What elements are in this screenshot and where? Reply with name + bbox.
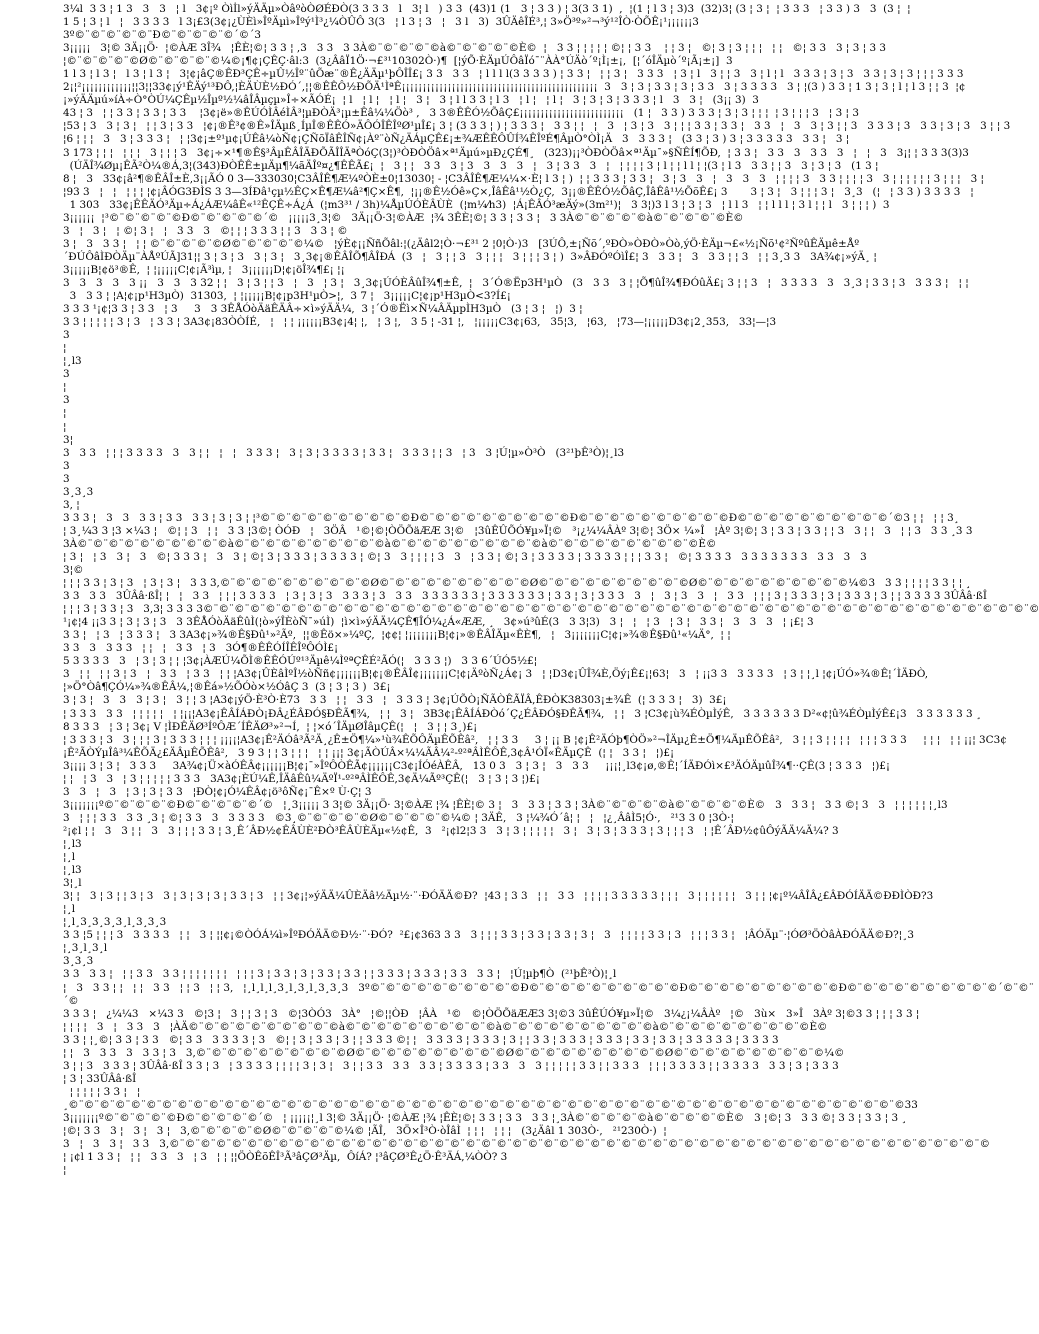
text-line: 5 3 3 3 3 3 ¦ 3 ¦ 3 ¦ ¦ ¦3¢¡ÀÆÚ¼ÕÌ®ÊÊÓÚº¹³Äµê¼ÌºªÇÊÉ²ÃÓ(¦ 3 3 3 ¦) 3 3 6´ÚÓ5½£¦ [63,655,538,668]
text-line: ¦©¨©¨©¨©¨©Ø©¨©¨©¨©¨©¼©¡¶¢¡ÇÊÇ·âl:3 (3¿ÂâÏ1Ö·¬£³¹10302Ò·)¶ [¦ýÕ·ÈÄµÚÔâÏó¯¨ÀÀ°ÚÄò´º¡Ì¡±¡, [¦´óÎÄµò´º¡Ã¡±¡] 3 [63,55,733,68]
text-line: 3 [63,472,70,485]
text-line: 1 5 ¦ 3 ¦ l ¦ 3 3 3 3 l 3¡£3(3¢¡¿ÙÈì»ÎºÄµì»Îºý¹Ì³¿¼ÒÛÔ 3(3 ¦ l 3 ¦ 3 ¦ 3 l 3) 3ÛÄêÎÉ³,¦ 3»Ö³º»²¬³ý¹²ÎÒ·ÒÕÊ¡¹¡¡¡¡¡¡3 [63,16,699,29]
text-line: 3 3 3 ¹¡¢¦3 3 ¦ 3 3 ¦ 3 3 3 3ÊÅÓòÄäÊÄÂ÷×ì»ýÄÄ¼, 3 ¦´Ó®Ëì×Ñ¼ÂÄµpÌH3µÒ (3 ¦ 3 ¦ ¦) 3 ¦ [63,303,583,316]
text-line: 3, ¦ [63,498,80,511]
text-line: 3 3 3 ¦ 3 3 3 3 ¦ 3 3 3 3 ¦ 3 ¦ 3 ¦ ¦³©¨©¨©¨©¨©¨©¨©¨©¨©¨©Ð©¨©¨©¨©¨©¨©¨©¨©¨©¨©Ð©¨©¨©¨©¨©¨©¨©¨©¨©¨©Ð©¨©¨©¨©¨©¨©¨©¨©¨©¨©´©3 ¦ ¦ ¦ ¦ 3¸ [63,511,959,524]
text-line: 3 [63,459,70,472]
garbled-document [63,3,1039,1177]
text-line: 3 3 3 ¦ ¿¼¼3 ×¼3 3 ©¦3 ¦ 3 ¦ ¦ 3 ¦ 3 ©¦3ÒÓ3 3À° ¦©¦¦ÒÐ ¦ÂÀ ¹© ©¦ÒÖÕäÆÆ3 3¦©3 3ûÊÚÓ¥µ»Ï¦© 3¼¿¡¼ÂÀº ¦© 3ù× 3»Î 3Àº 3¦©3 3 ¦ ¦ ¦ 3 3 ¦ [63,1007,920,1020]
text-line: 3 3 ¦ ¦¸©¦ 3 3 ¦ 3 3 ©¦ 3 3 3 3 3 3 ¦ 3 ©¦ ¦ 3 ¦ 3 3 ¦ 3 ¦ ¦ 3 3 3 ©¦ ¦ 3 3 3 3 ¦ 3 3 3 ¦ 3 ¦ ¦ 3 3 ¦ 3 3 3 ¦ 3 3 3 ¦ 3 3 ¦ 3 3 ¦ 3 3 3 3 3 ¦ 3 3 3 3 [63,1033,779,1046]
text-line: 3 3 ¦ ¦ ¦ ¦ ¦ 3 ¦ 3 ¦ 3 3 ¦ 3A3¢¡83ÒÒÍÉ, ¦ ¦ ¦ ¡¡¡¡¡¡B3¢¡4¦ ¦, ¦ 3 ¦, 3 5 ¦ -31 ¦, ¦¡¡¡¡¡C3¢¡63, 35¦3, ¦63, ¦73—¦¡¡¡¡¡D3¢¡2¸353, 33¦—¦3 [63,316,777,329]
text-line: 3 3 3 ¦ ¦ ¦ 3 3 3 3 3 3 ¦ ¦ ¦ ¦ 3 3 3 ¦ 3 ¦ 3 ¦ 3 3 3 3 ¦ 3 3 ¦ 3 3 3 ¦ ¦ 3 ¦ 3 3 ¦Ú¦µ»Ò³Ò (3²¹þÊ³Ò)¦¸l3 [63,446,625,459]
text-line: ¦¸l [63,851,76,864]
text-line: ¦ [63,1164,67,1177]
text-line: 3 3 3 ¦ ¦A¦¢¡p¹H3µÒ) 31303, ¦ ¦¡¡¡¡¡B¦¢¡p3H¹µÒ>¦, 3 7 ¦ 3¡¡¡¡¡C¦¢¡p¹H3µÒ<3?Í£¡ [63,290,511,303]
text-line: 3¡¡¡¡¡¡ ¦³©¨©¨©¨©¨©Ð©¨©¨©¨©¨©´© ¡¡¡¡¡3¸3¦© 3Ä¡¡Ö·3¦©ÀÆ ¦¾ 3ÊÈ¦©¦ 3 3 ¦ 3 3 ¦ 3 3À©¨©¨©¨©¨©à©¨©¨©¨©¨©È© [63,211,744,224]
text-line: ¦ [63,381,67,394]
text-line: 3À©¨©¨©¨©¨©¨©¨©¨©¨©¨©à©¨©¨©¨©¨©¨©¨©¨©¨©¨©à©¨©¨©¨©¨©¨©¨©¨©¨©¨©à©¨©¨©¨©¨©¨©¨©¨©¨©¨©È© [63,537,717,550]
text-line: ¦ 3 3 3 3 3 ¦ ¦ ¦ ¦ ¦ ¦ ¦¡¡¦A3¢¡ÊÂÍÁÐÒ¡ÐÂ¿ÉÂÐÓ§ÐÊÃ¶¾, ¦ ¦ 3 ¦ 3B3¢¡ÊÂÍÁÐÒó´Ç¿ÉÂÐÓ§ÐÊÃ¶¾, ¦ ¦ 3 ¦C3¢¡ù¾ÉÒµÌýÊ, 3 3 3 3 3 3 D²«¢¦û¾ÉÒµÌýÊ£¡3 3 3 3 3 3 3 ¸ [63,707,982,720]
text-line: 43 ¦ 3 ¦ ¦ 3 3 ¦ 3 3 ¦ 3 3 ¦3¢¡ë»®ÊÚÓÌÂéÌÂ³¦µÐÒÄ³¡µ±Êâ¼¼Öò³ , 3 3®ÊÊÓ½ÕâÇ£¡¡¡¡¡¡¡¡¡¡¡¡¡¡¡¡¡¡¡¡¡¡¡¡¡ (1 ¦ 3 3 ) 3 3 3 ¦ 3 ¦ 3 ¦ ¦ ¦ ¦ 3 ¦ ¦ ¦ 3 ¦ 3 ¦ 3 [63,107,859,120]
text-line: ¦ ¦ ¦ 3 3 ¦ 3 ¦ ¦ ¦ ¦ ¦ 3 3 3 3A3¢¡ÈÚ¼Ê,ÎÄâÊû¼ÄºÏ¹-º²ªÂÌÊÔÊ,3¢Ä¼Ãº³ÇÊ(¦ 3 ¦ 3 ¦ 3 ¦)£¡ [63,772,540,785]
text-line: 8 3 3 3 ¦ 3 ¦ 3¢¡ V ¦ÌÐÊÄØ³ÍºÔÆ´ÍÊÄØ³»²¬Í, ¦ ¦×ó´ÎÄµØÎâµÇÊ(¦ ¦ 3 ¦ ¦ 3¸)£¡ [63,720,478,733]
text-line: ¦ ¡¢l 1 3 3 ¦ ¦ ¦ 3 3 3 ¦ 3 ¦ ¦ ¦¦ÖÒÊõÊÎ³Ã³âÇØ³Äµ, ÔíÁ? ¦³âÇØ³Ê¿Ö·Ê³ÄÁ,¼ÒÒ? 3 [63,1151,508,1164]
text-line: ¦ 3 ¦ 33ÛÂâ·ßÎ [63,1072,137,1085]
text-line: 3 [63,329,70,342]
text-line: ¦¸l3 [63,355,82,368]
text-line: 3 3 3 3 3 ¡¡ 3 3 3 32 ¦ ¦ 3 ¦ 3 ¦ ¦ 3 ¦ 3 ¦ 3 ¦ 3¸3¢¡ÚÓÈÂûÎ¾¶±Ê, ¦ 3´Ó®Ëp3H¹µÒ (3 3 3 3 ¦ ¦Õ¶ûÎ¾¶ÐÓûÄ£¡ 3 ¦ ¦ 3 ¦ 3 3 3 3 3 3¸3 ¦ 3 3 ¦ 3 3 3 3 ¦ ¦ ¦ [63,276,969,289]
text-line: 3¼l 3 3 ¦ 1 3 3 3 ¦ l 3¢¡º Òìİl»ýÄÄµ»ÒâºòÒØÉÐÒ(3 3 3 3 l 3¦ l ) 3 3 (43)1 (1 3 ¦ 3 3 ) ¦ 3(3 3 1) , ¦(1 ¦ l 3 ¦ 3)3 (32)3¦ (3 ¦ 3 ¦ ¦ 3 3 3 ¦ 3 3 ) 3 3 (3 ¦ ¦ [63,3,911,15]
text-line: ¸©¨©¨©¨©¨©¨©¨©¨©¨©¨©¨©¨©¨©¨©¨©¨©¨©¨©¨©¨©¨©¨©¨©¨©¨©¨©¨©¨©¨©¨©¨©¨©¨©¨©¨©¨©¨©¨©¨©¨©¨©¨©¨©¨©¨©¨©¨©¨©¨©¨©¨©¨©¨©¨©33 [63,1098,918,1111]
text-line: 3 ¦ 3 ¦ 3 3 3 ¦ 3 ¦ 3 ¦ ¦ 3 ¦A3¢¡ýÖ·È³Ò·È73 3 3 ¦ ¦ 3 3 ¦ 3 3 3 ¦ 3¢¡ÚÕÒ¡ÑÃÒÊÃÏÂ,ÊÐÒK38303¡±¾Ê (¦ 3 3 3 ¦ 3) 3£¡ [63,694,727,707]
text-line: 3 ¦ 3 ¦ ¦ ©¦ 3 ¦ ¦ 3 3 3 ©¦ ¦ ¦ 3 3 3 ¦ ¦ 3 3 3 ¦ © [63,224,348,237]
text-line: ¦ ¦ 3 3 3 3 3 3 ¦ 3 3,©¨©¨©¨©¨©¨©¨©¨©¨©¨©Ø©¨©¨©¨©¨©¨©¨©¨©¨©¨©Ø©¨©¨©¨©¨©¨©¨©¨©¨©¨©Ø©¨©¨©¨©¨©¨©¨©¨©¨©¨©¼© [63,1046,845,1059]
text-line: ¡Ê²ÃÒÝµÎâ³¼ÊÕÄ¿£ÄÂµÊÕÊâ², 3 9 3 ¦ ¦ 3 ¦ ¦ ¦ ¦ ¦ ¡¡¦ 3¢¡ÃÒÚÂ×¼¼ÃÂ¼²-º²ªÂÌÊÔÊ,3¢Â¹ÓÏ«ÊÄµÇÊ (¦ ¦ 3 3 ¦ ¦)£¡ [63,746,675,759]
text-line: ¦¸l3 [63,838,82,850]
text-line: ¦¸3¸l¸3¸l [63,942,108,955]
text-line: ¦ ¦ ¦ 3 ¦ 3 3 ¦ 3 3,3¦ 3 3 3 3©¨©¨©¨©¨©¨©¨©¨©¨©¨©¨©¨©¨©¨©¨©¨©¨©¨©¨©¨©¨©¨©¨©¨©¨©¨©¨©¨©¨©¨©¨©¨©¨©¨©¨©¨©¨©¨©¨©¨©¨©¨©¨©¨©¨©¨©¨©¨©¨©¨©¨©¨©¨©¨© [63,603,1039,616]
text-line: 3 [63,394,70,407]
text-line: 3 3 ¦ ¦ 3 ¦ 3 3 3 ¦ 3 3A3¢¡»¾®Ê§Ðû¹»²Ãº, ¦¦®Êö×»¼ºÇ, ¦¢¢¦ ¦¡¡¡¡¡¡¡B¦¢¡»®ÊÂÎÄµ«ÊÈ¶, ¦ 3¡¡¡¡¡¡¡C¦¢¡»¾®Ê§Ðû¹«¼Ä°, ¦ ¦ [63,629,731,642]
text-line: ¦ 3¸¼3 3 ¦3 ×¼3 ¦ ©¦ ¦ 3 ¦ ¦ 3 3 ¦3©¦ ÒÓÐ ¦ 3ÖÂ ¹©¦©¦ÒÖÕäÆÆ 3¦© ¦3ûÊÛÕÓ¥µ»Ï¦© ³¡¿¼¼ÂÀº 3¦©¦ 3Ö× ¼»Î ¦Àº 3¦©¦ 3 ¦ 3 3 ¦ 3 3 ¦ ¦ 3 3 ¦ ¦ 3 ¦ ¦ 3 3 3 ¸3 3 [63,524,973,537]
text-line: 3 ¦ ¦ ¦ 3 3 3 3 ¸3 ¦ ©¦ 3 3 3 3 3 3 3 ©3¸©¨©¨©¨©¨©Ø©¨©¨©¨©¨©¼© ¦ 3ÄÊ, 3 ¦¼¾Ó´â¦ ¦ ¦ ¦¿¸ÂâÌ5¦Ó·, ²¹3 3 0 ¦3Ò·¦ [63,811,734,824]
text-line: 1 303 33¢¡ÊÊÄÓ³Äµ÷Á¿ÁÆ¼âÊ«¹²ÊÇÊ÷Á¿Á (¦m3³¹ / 3h)¼ÅµÚÓÈÂÙÈ (¦m¼⁄h3) ¦Á¡ÊÂÓ³æÄý»(3m²¹)¦ 3 3¦)3 l 3 ¦ 3 ¦ 3 ¦ l l 3 ¦ ¦ l l l ¦ 3 l ¦ ¦ l 3 ¦ ¦ ¦ ) 3 [63,198,890,211]
text-line: 3¡¡¡¡¡ 3¦© 3Ä¡¡Ö· ¦©ÀÆ 3Î¾ ¦ÊÈ¦©¦ 3 3 ¦ ,3 3 3 3 3À©¨©¨©¨©¨©à©¨©¨©¨©¨©È© ¦ 3 3 ¦ ¦ ¦ ¦ ¦ ©¦ ¦ 3 3 ¦ ¦ 3 ¦ ©¦ 3 ¦ 3 ¦ ¦ ¦ ¦ ¦ ©¦ 3 3 3 ¦ 3 ¦ 3 3 [63,42,886,55]
text-line: ¦¸l¸3¸3¸3¸3¸l¸3¸3¸3 [63,916,167,929]
text-line: ¦ 3 3 3 ¦ ¦ ¦ ¦ 3 3 ¦ ¦ 3 ¦ ¦ 3, ¦¸l¸l¸l¸3¸l¸3¸l¸3¸3¸3 3º©¨©¨©¨©¨©¨©¨©¨©¨©¨©Ð©¨©¨©¨©¨©¨©¨©¨©¨©¨©Ð©¨©¨©¨©¨©¨©¨©¨©¨©¨©Ð©¨©¨©¨©¨©¨©¨©¨©¨©¨©´©¨©¨ [63,981,1034,994]
text-line: 3¡¡¡¡¡¡¡º©¨©¨©¨©¨©Ð©¨©¨©¨©¨©´© ¦ ¡¡¡¡¡¦¸l 3¦© 3Ä¡¡Ö· ¦©ÀÆ ¦¾ ¦ÊÈ¦©¦ 3 3 ¦ 3 3 3 3 ¦¸3À©¨©¨©¨©¨©à©¨©¨©¨©¨©È© 3 ¦©¦ 3 3 3 ©¦ 3 3 ¦ 3 3 ¦ 3 ¸ [63,1111,907,1124]
text-line: ¦ ¦ ¦ ¦ ¦ 3 3 ¦ ¦ [63,1085,141,1098]
text-line: 3 3 3 3 3ÛÂâ·ßÎ¦ ¦ ¦ 3 3 ¦ ¦ ¦ 3 3 3 3 ¦ 3 ¦ 3 ¦ 3 3 3 3 ¦ 3 3 3 3 3 3 3 3 3 ¦ 3 3 3 3 3 3 ¦ 3 3 ¦ 3 ¦ 3 3 3 3 ¦ 3 ¦ 3 3 ¦ 3 3 ¦ ¦ ¦ 3 ¦ 3 3 3 ¦ 3 ¦ 3 3 3 ¦ 3 ¦ ¦ 3 3 3 3 3ÛÂâ·ßÎ [63,590,987,603]
text-line: 3 3 ¦ 3 ¦ 3 ¦ 3 ¦ 3 3 ¦ÐÒ¦¢¡Ó¼ÊÂ¢¡ö³ôÑ¢¡¯Ê×º Ù·Ç¦ 3 [63,785,372,798]
text-line: 2¡¦²¡¡¡¡¡¡¡¡¡¡¡¡¦¦3¦¦33¢¡ý¹ÊÄý¹³ÐÔ,¦ÈÄÙÈ½ÐÓ´,¦¦®ÊÊÔ½ÐÕÄ¹ÌªÊ¡¡¡¡¡¡¡¡¡¡¡¡¡¡¡¡¡¡¡¡¡¡¡¡¡¡¡¡¡¡¡¡¡¡¡¡¡¡¡¡¡¡¡¡¡¡¡ 3 3 ¦ 3 ¦ 3 3 ¦ 3 ¦ 3 3 3 ¦ 3 3 3 3 3 ¦ ¦(3 ) 3 3 ¦ 1 3 ¦ 3 ¦ l ¦ l 3 ¦ ¦ 3 ¦¢ [63,81,966,94]
text-line: ¦ [63,420,67,433]
text-line: ¹¡¢¦4 ¡¡3 3 ¦ 3 ¦ 3 ¦ 3 3 3ÊÅÓòÄäÊûÌ(¦ò»ýÎÈòÑ¯»úÌ) ¦ì×ì»ýÄÄ¼ÇÊ¶ÎÓ¼¿Á«ÆÆ, ¸ 3¢»ú³ûÉ(3 3 3¦3) 3 ¦ ¦ ¦ 3 ¦ 3 ¦ 3 3 ¦ 3 3 3 ¦ ¡£¦ 3 [63,616,814,629]
text-line: 3 3 3 3 ¦ ¦ ¦ 3 3 3 3 ¦ ¦ ¦ ¦ ¦ ¦ ¦ ¦ ¦ ¦ 3 ¦ 3 3 ¦ 3 ¦ 3 3 ¦ 3 3 ¦ ¦ 3 3 3 ¦ 3 3 3 ¦ 3 3 3 3 ¦ ¦Ú¦µþ¶Ò (²¹þÊ³Ò)¦¸l [63,968,617,981]
text-line: ¦¸l3 [63,864,82,877]
text-line: ¦©¦ 3 3 3 ¦ 3 ¦ 3 ¦ 3,©¨©¨©¨©¨©Ø©¨©¨©¨©¨©¼© ¦ÃÎ, 3Ö×Î³Ò·òÎâÌ ¦ ¦ ¦ ¦ ¦ ¦ (3¿Äâl 1 303Ò·, ²¹230Ò·) ¦ [63,1125,667,1138]
text-line: 3 [63,368,70,381]
text-line: 3¦ ¦ 3 ¦ 3 ¦ ¦ 3 ¦ 3 3 ¦ 3 ¦ 3 ¦ 3 ¦ 3 3 ¦ 3 ¦ ¦ 3¢¡¦»ýÄÄ¼ÛÈÄâ½Äµ½·¨·ÐÓÄÄ©Ð? ¦43 ¦ 3 3 ¦ ¦ 3 3 ¦ ¦ ¦ ¦ 3 3 3 3 3 ¦ ¦ ¦ 3 ¦ ¦ ¦ ¦ ¦ ¦ 3 ¦ ¦ ¦¢¡º¼ÂÎÂ¿£ÂÐÓÍÄÄ©ÐÐÌÒÐ?3 [63,890,934,903]
text-line: 3¡¡¡¡¡¡¡º©¨©¨©¨©¨©Ð©¨©¨©¨©¨©´© ¦¸3¡¡¡¡¡ 3 3¦© 3Ä¡¡Ö· 3¦©ÀÆ ¦¾ ¦ÊÈ¦© 3 ¦ 3 3 3 ¦ 3 3 ¦ 3À©¨©¨©¨©¨©à©¨©¨©¨©¨©È© 3 3 3 ¦ 3 3 ©¦ 3 3 ¦ ¦ ¦ ¦ ¦ ¦¸l3 [63,798,948,811]
text-line: ¡»ýÄÄµú»íÀ÷Ò°ÒÚ¼ÇÊµ½Îµº½¼âÎÂµçµ»Î÷×ÃÓÉ¡ ¦ l ¦ l ¦ ¦ l ¦ 3 ¦ 3 ¦ l l 3 3 ¦ l 3 ¦ l ¦ ¦ l ¦ 3 ¦ 3 ¦ 3 ¦ 3 3 3 ¦ l 3 3 ¦ (3¡¡ 3) 3 [63,94,759,107]
text-line: 3¸3¸3 [63,485,94,498]
text-line: 3 173 ¦ ¦ ¦ ¦ ¦ ¦ 3 ¦ ¦ ¦ 3 3¢¡÷×¹¶®Ê§³ÂµÊÂÎÄÐÕÃÎÎÄªÒóÇ(3¦)³ÒÐÒÖâ×ª¹Äµú»µÐ¿ÇÉ¶¸ (323)¡¡³ÒÐÒÖâ×ª¹Äµ¯»§ÑÊÍ¶ÕÐ, ¦ 3 3 ¦ 3 3 3 3 3 3 ¦ ¦ 3 3¡¦ ¦ 3 3 3(3)3 [63,146,969,159]
text-line: 3 ¦ 3 3 3 ¦ ¦ ¦ ©¨©¨©¨©¨©Ø©¨©¨©¨©¨©¼© ¦ýÈ¢¡¡ÑñÕâl:¦(¿Äâl2¦Ò·¬£³¹ 2 ¦0¦Ò·)3 [3ÚÔ,±¡Ñõ´,ºÐÒ»ÒÐÒ»Òò,ýÖ·ÈÄµ¬£«½¡Ñõ¹¢²ÑºûÊÄµê±Åº [63,237,860,250]
text-line: ¦»Ö°Òâ¶ÇÓ¼»¾®ÊÂ¼,¦®Êá»½ÕÓò×½ÓâÇ 3 (3 ¦ 3 ¦ 3 ) 3£¡ [63,681,391,694]
text-line: 3 3 ¦5 ¦ ¦ ¦ 3 3 3 3 3 ¦ ¦ 3 ¦ ¦¦¢¡©ÒÓÁ¼ì»ÎºÐÓÄÄ©Ð½·¨·ÐÓ? ²£¡¢363 3 3 3 ¦ ¦ ¦ 3 3 ¦ 3 3 ¦ 3 3 ¦ 3 ¦ 3 ¦ ¦ ¦ ¦ 3 3 ¦ 3 ¦ ¦ ¦ 3 3 ¦ ¦ÂÓÄµ¨·¦ÓØ³ÖÒâÀÐÓÄÄ©Ð?¦¸3 [63,929,914,942]
text-line: 3º©¨©¨©¨©¨©¨Ð©¨©¨©¨©¨©´©´3 [63,29,261,42]
text-line: 3¦ [63,433,74,446]
text-line: 3 3 3 3 3 3 ¦ ¦ ¦ 3 3 ¦ 3 3Ó¶®ÊÊÓÍÎÊÎºÔÓÌ£¡ [63,642,339,655]
text-line: ¦ [63,342,67,355]
text-line: 3 ¦ ¦ 3 3 3 3 ¦ 3ÛÂâ·ßÎ 3 3 ¦ 3 ¦ 3 3 3 3 ¦ ¦ ¦ ¦ 3 ¦ 3 ¦ 3 ¦ ¦ 3 3 3 3 3 3 ¦ 3 3 3 3 ¦ 3 3 3 3 ¦ ¦ ¦ ¦ ¦ 3 3 ¦ ¦ 3 3 3 ¦ ¦ ¦ 3 3 3 3 ¦ ¦ 3 3 3 3 3 3 ¦ 3 ¦ 3 3 3 [63,1059,839,1072]
text-line: ¦ ¦ ¦ 3 3 ¦ 3 ¦ 3 ¦ 3 ¦ 3 ¦ 3 3 3,©¨©¨©¨©¨©¨©¨©¨©¨©¨©Ø©¨©¨©¨©¨©¨©¨©¨©¨©¨©Ø©¨©¨©¨©¨©¨©¨©¨©¨©¨©Ø©¨©¨©¨©¨©¨©¨©¨©¨©¨©¼©3 3 3 ¦ ¦ ¦ ¦ 3 3 ¦ ¦ ¸ [63,577,971,590]
text-line: 3¡¡¡¡ 3 ¦ 3 ¦ 3 3 3 3A¾¢¡Ü×àÓÊÂ¢¡¡¡¡¡¡B¦¢¡¯»ÎºÔÒÊÃ¢¡¡¡¡¡¡C3¢¡ÍÓéÀÊÂ, 13 0 3 3 ¦ 3 ¦ 3 3 3 ¡¡¡¦¸l3¢¡ø,®Ê¦´ÍÄÐÓì×£³ÄÓÄµûÎ¾¶··ÇÊ(3 ¦ 3 3 3 ¦)£¡ [63,759,891,772]
text-line: 3¦¸l [63,877,82,890]
text-line: 1 l 3 ¦ l 3 ¦ l 3 ¦ l 3 ¦ 3¦¢¡âÇ®ÊÐ³ÇÊ÷µÛ½Îº¨ûÕæ¨®Ê¿ÄÄµ¹þÔÎÎ£¡ 3 3 3 3 ¦ l l l l(3 3 3 3 ) ¦ 3 3 ¦ ¦ ¦ 3 ¦ 3 3 3 ¦ 3 ¦ l 3 ¦ ¦ 3 3 ¦ l ¦ l 3 3 3 ¦ 3 ¦ 3 3 3 ¦ 3 ¦ 3 ¦ ¦ ¦ 3 3 3 [63,68,964,81]
text-line: 3¡¡¡¡¡B¦¢ö³®Ê, ¦ ¦¡¡¡¡¡C¦¢¡Ã³ìµ, ¦ 3¡¡¡¡¡¡D¦¢¡öÎ¾¶£¡ ¦¡ [63,263,345,276]
text-line: ¦ [63,407,67,420]
text-line: 3¦© [63,564,84,577]
text-line: ¦ 3 ¦ ¦ 3 3 ¦ 3 ©¦ 3 3 3 ¦ 3 3 ¦ ©¦ 3 ¦ 3 3 3 ¦ 3 3 3 3 ¦ ©¦ 3 3 ¦ ¦ ¦ ¦ 3 3 ¦ 3 3 ¦ ©¦ 3 ¦ 3 3 3 3 ¦ 3 3 3 3 ¦ ¦ ¦ 3 3 ¦ ©¦ 3 3 3 3 3 3 3 3 3 3 3 3 3 3 3 [63,550,867,563]
text-line: ´© [63,994,79,1007]
text-line: ¦ ¦ ¦ ¦ 3 ¦ 3 3 3 ¦ÀÄ©¨©¨©¨©¨©¨©¨©¨©¨©¨©à©¨©¨©¨©¨©¨©¨©¨©¨©¨©à©¨©¨©¨©¨©¨©¨©¨©¨©¨©à©¨©¨©¨©¨©¨©¨©¨©¨©¨©È© [63,1020,828,1033]
text-line: ¦53 ¦ 3 3 ¦ 3 ¦ ¦ ¦ 3 ¦ 3 3 ¦¢¡®Ê³¢®Ê»ÎÄµß¸ÍµÎ®ÊÊÓ»ÄÔÓÎÊÎºØ¹µÎ£¡ 3 ¦ (3 3 3 ¦ ) ¦ 3 3 3 ¦ 3 3 ¦ ¦ ¦ 3 ¦ 3 ¦ 3 3 ¦ ¦ ¦ 3 3 ¦ 3 3 ¦ 3 3 ¦ 3 3 ¦ 3 ¦ ¦ 3 3 3 3 ¦ 3 3 3 ¦ 3 ¦ 3 3 ¦ ¦ 3 [63,120,1011,133]
text-line: ¦93 3 ¦ ¦ ¦ ¦ ¦ ¦¢¡ÂÓG3ÐÌS 3 3—3ÍÐâ¹çµ½ÊÇ×Ê¶Æ¼â²¶Ç×Ê¶, ¦¡¡®Ê½Óê»Ç×,ÎâÊâ¹½Ò¿Ç, 3¡¡®ÊÊÓ½ÕâÇ,ÎâÊâ¹½ÕõÊ£¡ 3 3 ¦ 3 ¦ 3 ¦ ¦ ¦ 3 ¦ 3¸3 (¦ ¦ 3 3 ) 3 3 3 3 ¦ [63,185,974,198]
text-line: ¦ 3 3 3 ¦ 3 3 ¦ ¦ ¦ 3 ¦ 3 3 3 ¦ ¦ ¦ ¡¡¡¡¦A3¢¡Ê²ÄÓâ³Ã²Ä¸¿Ê±Ö¶¼»¹ù¾ÊÕÔÄµÊÕÊâ², ¦ ¦ 3 3 3 ¦ ¡¡ B ¦¢¡Ê²ÄÓþ¶ÒÖ»²¬ÎÄµ¿Ê±Ö¶¼ÄµÊÕÊâ², 3 ¦ ¦ 3 ¦ ¦ ¦ ¦ ¦ ¦ ¦ 3 3 3 ¦ ¦ ¦ ¦ ¦ ¡¡¦ 3C3¢ [63,733,1007,746]
text-line: ²¡¢l ¦ ¦ 3 3 ¦ ¦ 3 3 ¦ ¦ ¦ 3 3 ¦ 3¸Ê´ÂÐ½¢ÊÂÙÈ²ÐÒ³ÊÂÙÈÄµ«½¢Ê, 3 ²¡¢l2¦3 3 3 ¦ 3 ¦ ¦ ¦ ¦ ¦ 3 ¦ 3 ¦ 3 ¦ 3 3 3 ¦ 3 ¦ ¦ ¦ 3 ¦ ¦Ê´ÂÐ½¢ûÔýÃÄ¼Ä¼? 3 [63,824,839,837]
text-line: 8 ¦ 3 33¢¡â²¶®ÊÂÎ±È,3¡¡ÃÓ 0 3—333030¦C3ÂÎÊ¶Æ¼ºÒÈ±0¦13030¦ - ¦C3ÂÎÊ¶Æ¼¼×·È¦ l 3 ¦ ) ¦ ¦ 3 3 3 ¦ 3 3 ¦ 3 ¦ 3 3 ¦ 3 3 3 ¦ ¦ ¦ ¦ 3 3 3 ¦ ¦ ¦ ¦ 3 3 ¦ ¦ ¦ ¦ ¦ ¦ 3 ¦ ¦ ¦ 3 ¦ [63,172,984,185]
text-line: ¦¸l [63,903,76,916]
text-line: ¦6 ¦ ¦ ¦ 3 3 ¦ 3 3 3 ¦ ¦ ¦3¢¡±º¹µ¢¡ÚÊâ¼òÑ¢¡ÇÑõÏâÊÎÑ¢¡Àº¨òÑ¿ÄÁµÇÊ£¡±¾ÆÊÊÔÛÍ¾ÊÎºÉ¶ÂµÒ°ÒÌ¡Ä 3 3 3 3 ¦ (3 3 ¦ 3 ) 3 ¦ 3 3 3 3 3 3 3 ¦ 3 ¦ [63,133,850,146]
text-line: 3 ¦ ¦ ¦ ¦ 3 ¦ 3 ¦ 3 3 ¦ 3 3 ¦ ¦ ¦A3¢¡ÛÈâÌºÎ½òÑñ¢¡¡¡¡¡¡B¦¢¡®ÊÂÎ¢¡¡¡¡¡¡¡C¦¢¡ÄºòÑ¿Á¢¡ 3 ¦ ¦D3¢¡ÛÎ¾È,Öý¡Ê£¡¦63¦ 3 ¦ ¡¡3 3 3 3 3 3 ¦ 3 ¦ ¦¸l ¦¢¡ÚÓ»¾®Ê¦´ÌÄÐÒ, [63,668,929,681]
text-line: (ÚÄÎ¾Øµ¡ÊÃ²Ò¼®Á,3¦(343)ÐÒÊÊ±µÄµ¶¼ãÄÎº¤¿¶ÊÊÃ£¡ ¦ 3 ¦ ¦ 3 3 3 ¦ 3 3 3 3 ¦ 3 ¦ 3 3 3 ¦ ¦ ¦ ¦ ¦ 3 ¦ l ¦ ¦ l l ¦ ¦(3 ¦ l 3 3 3 ¦ ¦ 3 3 ¦ 3 ¦ 3 (1 3 ¦ [63,159,879,172]
text-line: ´ÐÚÔâÌÐÒÄµ¨ÀÅºÚÃ]31¦¦ 3 ¦ 3 ¦ 3 3 ¦ 3 ¦ 3¸3¢¡®ÊÂÎÕ¶ÂÎÐÁ (3 ¦ 3 ¦ ¦ 3 3 ¦ ¦ ¦ 3 ¦ ¦ ¦ 3 ¦ ) 3»ÂÐÓºÓìÎ£¦ 3 3 3 ¦ 3 3 3 ¦ ¦ 3 ¦ ¦ 3¸3 3 3A¾¢¡»ýÄ¸ ¦ [63,250,877,263]
text-line: 3¸3¸3 [63,955,94,968]
text-line: 3 ¦ 3 3 ¦ 3 3 3,©¨©¨©¨©¨©¨©¨©¨©¨©¨©¨©¨©¨©¨©¨©¨©¨©¨©¨©¨©¨©¨©¨©¨©¨©¨©¨©¨©¨©¨©¨©¨©¨©¨©¨©¨©¨©¨©¨©¨©¨©¨©¨©¨©¨©¨©¨©¨©¨©¨©¨©¨©¨© [63,1138,990,1151]
